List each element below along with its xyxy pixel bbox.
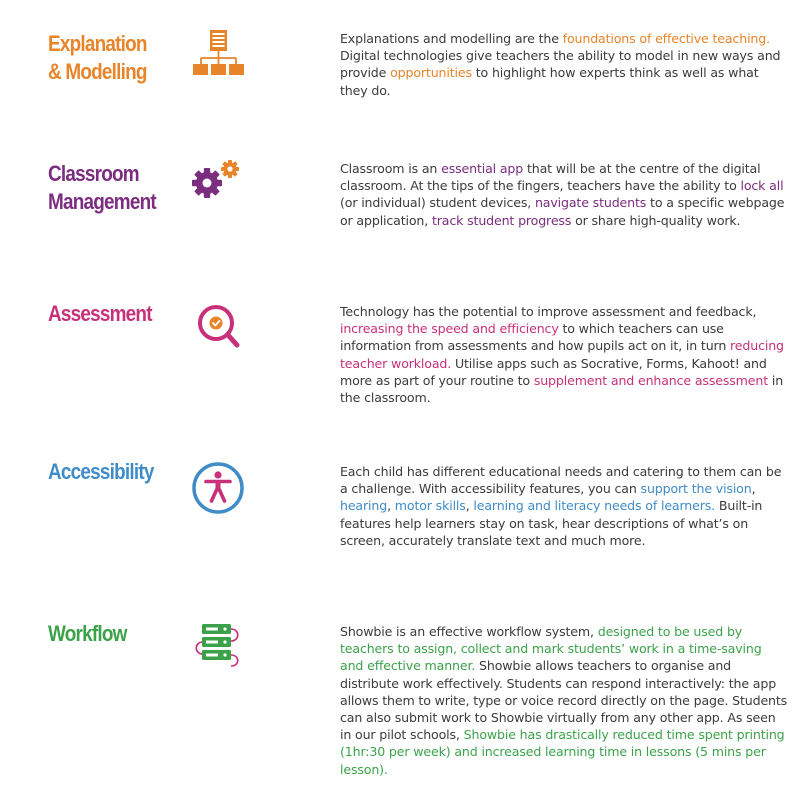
section-description (340, 463, 788, 549)
section-description (340, 160, 788, 229)
highlighted-text: track student progress (431, 212, 572, 228)
body-text: to highlight how experts think as well as what they do. (340, 65, 759, 98)
highlighted-text: learning and literacy needs of learners. (473, 498, 716, 514)
body-text: in the classroom. (340, 372, 784, 406)
body-text: , (751, 481, 756, 497)
org-chart-icon (190, 28, 246, 84)
body-text: Utilise apps such as Socrative, Forms, Kahoot! and more as part of your routine to (340, 355, 767, 388)
body-text: Digital technologies give teachers the ability to model in new ways and provide (340, 48, 781, 81)
section-description (340, 623, 788, 778)
highlighted-text: reducing teacher workload. (340, 338, 784, 371)
highlighted-text: support the vision (640, 481, 752, 497)
body-text: to a specific webpage or application, (340, 195, 785, 228)
section-title: Workflow (48, 621, 127, 646)
gears-icon (190, 160, 246, 216)
highlighted-text: foundations of effective teaching. (562, 31, 770, 46)
body-text: , (465, 498, 474, 514)
magnifier-check-icon (190, 301, 246, 357)
highlighted-text: Showbie has drastically reduced time spent printing (1hr:30 per week) and increased learning time in lessons (5 mins per lesson). (340, 727, 785, 777)
highlighted-text: motor skills (394, 498, 466, 514)
body-text: Showbie allows teachers to organise and distribute work effectively. Students can respond interactively: the app allows them to write, type or voice record directly on the page. Students can also submit work to Showbie virtually from any other app. As seen in our pilot schools, (340, 658, 788, 743)
highlighted-text: designed to be used by teachers to assign, collect and mark students’ work in a time-saving and effective manner. (340, 624, 762, 674)
body-text: Showbie is an effective workflow system, (340, 624, 598, 639)
highlighted-text: essential app (441, 161, 524, 176)
body-text: (or individual) student devices, (340, 195, 535, 211)
body-text: Each child has different educational needs and catering to them can be a challenge. With accessibility features, you can (340, 464, 782, 497)
body-text: Classroom is an (340, 161, 442, 176)
section-title: Classroom Management (48, 161, 156, 214)
highlighted-text: increasing the speed and efficiency (340, 321, 559, 337)
section-description (340, 30, 788, 99)
highlighted-text: opportunities (390, 65, 472, 81)
highlighted-text: lock all (740, 178, 784, 194)
section-title: Assessment (48, 301, 152, 326)
body-text: that will be at the centre of the digital classroom. At the tips of the fingers, teachers have the ability to (340, 161, 761, 194)
section-title: Explanation & Modelling (48, 31, 147, 84)
highlighted-text: supplement and enhance assessment (533, 372, 769, 388)
body-text: to which teachers can use information from assessments and how pupils act on it, in turn (340, 321, 731, 354)
body-text: Technology has the potential to improve assessment and feedback, (340, 304, 757, 319)
body-text: or share high-quality work. (571, 212, 741, 228)
accessibility-icon (190, 460, 246, 516)
workflow-stack-icon (190, 622, 246, 678)
body-text: Built-in features help learners stay on task, hear descriptions of what’s on screen, accurately translate text and much more. (340, 498, 763, 548)
section-title: Accessibility (48, 459, 154, 484)
section-description (340, 303, 788, 406)
body-text: , (387, 498, 395, 514)
highlighted-text: navigate students (534, 195, 647, 211)
highlighted-text: hearing (340, 498, 388, 514)
body-text: Explanations and modelling are the (340, 31, 563, 46)
